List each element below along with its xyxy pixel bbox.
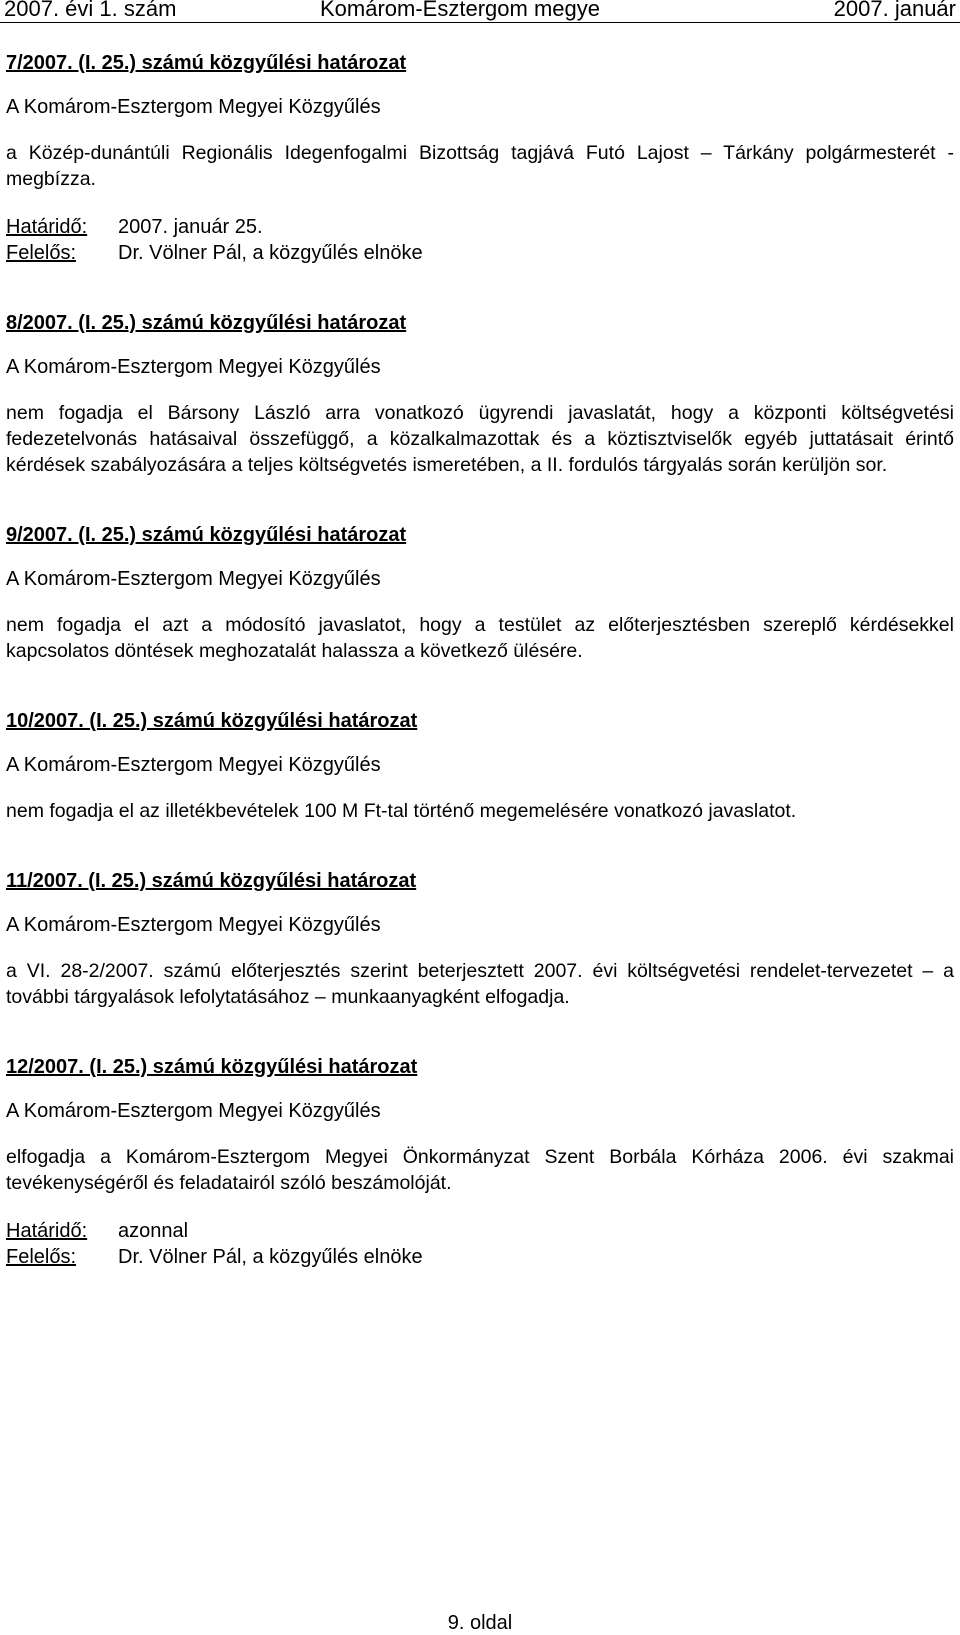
resolution-title: 7/2007. (I. 25.) számú közgyűlési határozat [6,52,407,74]
resolution-text: a VI. 28-2/2007. számú előterjesztés szerint beterjesztett 2007. évi költségvetési rendelet-tervezetet – a további tárgyalások lefolytatásához – munkaanyagként elfogadja. [6,960,954,1008]
resolution [6,868,954,1010]
resolution-meta [6,214,954,266]
document-content [6,50,954,1270]
resolution [6,522,954,664]
resolution-text: elfogadja a Komárom-Esztergom Megyei Önkormányzat Szent Borbála Kórháza 2006. évi szakmai tevékenységéről és feladatairól szóló beszámolóját. [6,1146,954,1194]
resolution-text: nem fogadja el azt a módosító javaslatot, hogy a testület az előterjesztésben szereplő kérdésekkel kapcsolatos döntések meghozatalát halassza a következő ülésére. [6,614,954,662]
resolution-title: 12/2007. (I. 25.) számú közgyűlési határozat [6,1056,418,1078]
responsible-label: Felelős: [6,242,77,264]
resolution [6,310,954,478]
resolution-title: 11/2007. (I. 25.) számú közgyűlési határozat [6,870,417,892]
resolution-meta [6,1218,954,1270]
resolution [6,1054,954,1270]
resolution-title: 10/2007. (I. 25.) számú közgyűlési határozat [6,710,418,732]
responsible-value: Dr. Völner Pál, a közgyűlés elnöke [118,242,423,264]
page-footer [0,1611,960,1634]
resolution-body: A Komárom-Esztergom Megyei Közgyűlés [6,914,381,936]
issue-number: 2007. évi 1. szám [4,0,177,21]
responsible-row [6,1244,954,1270]
resolution-body: A Komárom-Esztergom Megyei Közgyűlés [6,568,381,590]
issue-date: 2007. január [833,0,956,21]
resolution-text: nem fogadja el az illetékbevételek 100 M Ft-tal történő megemelésére vonatkozó javaslatot. [6,800,797,822]
resolution [6,708,954,824]
resolution-body: A Komárom-Esztergom Megyei Közgyűlés [6,1100,381,1122]
deadline-row [6,214,954,240]
resolution-body: A Komárom-Esztergom Megyei Közgyűlés [6,356,381,378]
responsible-label: Felelős: [6,1246,77,1268]
responsible-value: Dr. Völner Pál, a közgyűlés elnöke [118,1246,423,1268]
page-number: 9. oldal [447,1612,513,1634]
resolution-text: nem fogadja el Bársony László arra vonatkozó ügyrendi javaslatát, hogy a központi költségvetési fedezetelvonás hatásaival összefüggő, a közalkalmazottak és a köztisztviselők egyéb juttatásait érintő kérdések szabályozására a teljes költségvetés ismeretében, a II. fordulós tárgyalás során kerüljön sor. [6,402,954,476]
deadline-value: 2007. január 25. [118,216,263,238]
responsible-row [6,240,954,266]
county-name: Komárom-Esztergom megye [320,0,600,21]
resolution-text: a Közép-dunántúli Regionális Idegenfogalmi Bizottság tagjává Futó Lajost – Tárkány polgármesterét - megbízza. [6,142,954,190]
page-header [0,0,960,23]
resolution-body: A Komárom-Esztergom Megyei Közgyűlés [6,754,381,776]
deadline-label: Határidő: [6,1220,88,1242]
resolution-title: 8/2007. (I. 25.) számú közgyűlési határozat [6,312,407,334]
deadline-value: azonnal [118,1220,189,1242]
resolution [6,50,954,266]
deadline-label: Határidő: [6,216,88,238]
resolution-body: A Komárom-Esztergom Megyei Közgyűlés [6,96,381,118]
resolution-title: 9/2007. (I. 25.) számú közgyűlési határozat [6,524,407,546]
deadline-row [6,1218,954,1244]
